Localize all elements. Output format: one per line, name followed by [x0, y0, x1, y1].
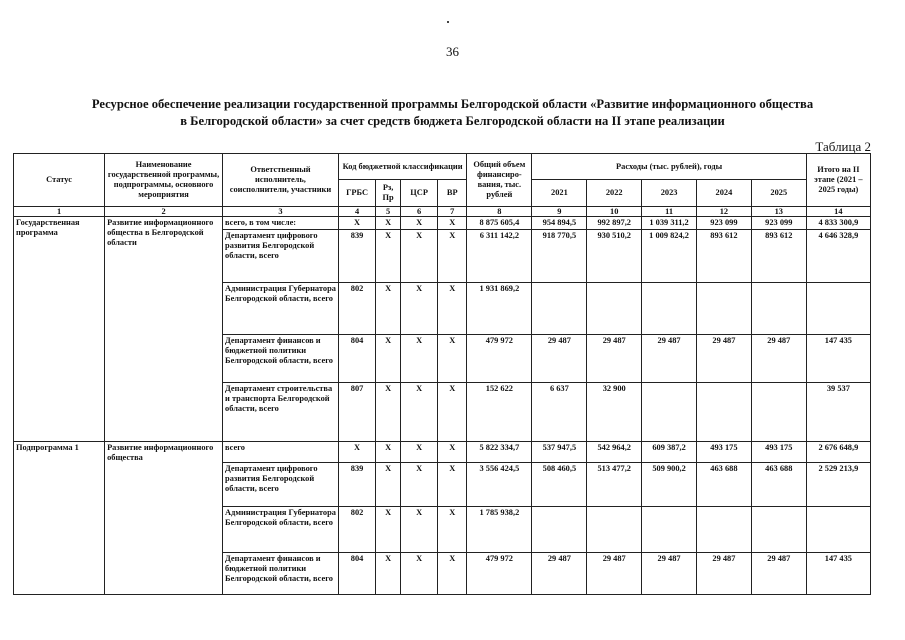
year-2023-cell: 1 009 824,2 — [642, 230, 697, 283]
year-2021-cell — [532, 507, 587, 553]
column-number: 5 — [376, 207, 401, 217]
title-line-2: в Белгородской области» за счет средств бюджета Белгородской области на II этапе реализации — [180, 114, 725, 128]
executor-cell: Департамент цифрового развития Белгородской области, всего — [223, 230, 339, 283]
vr-cell: Х — [438, 553, 467, 595]
csr-cell: Х — [401, 553, 438, 595]
total-cell: 1 931 869,2 — [467, 283, 532, 335]
csr-cell: Х — [401, 335, 438, 383]
header-executor: Ответственный исполнитель, соисполнители, участники — [223, 154, 339, 207]
table-row — [14, 442, 871, 463]
rzpr-cell: Х — [376, 442, 401, 463]
program-name-cell: Развитие информационного общества — [105, 442, 223, 595]
stage-total-cell: 147 435 — [806, 335, 870, 383]
year-2024-cell: 893 612 — [696, 230, 751, 283]
table-label: Таблица 2 — [815, 139, 871, 154]
stage-total-cell — [806, 283, 870, 335]
column-number: 14 — [806, 207, 870, 217]
header-year-2024: 2024 — [696, 180, 751, 207]
vr-cell: Х — [438, 463, 467, 507]
grbs-cell: 802 — [338, 507, 375, 553]
year-2025-cell: 29 487 — [751, 335, 806, 383]
total-cell: 479 972 — [467, 553, 532, 595]
csr-cell: Х — [401, 383, 438, 442]
year-2025-cell — [751, 507, 806, 553]
year-2022-cell: 29 487 — [587, 335, 642, 383]
column-number: 4 — [338, 207, 375, 217]
year-2025-cell — [751, 283, 806, 335]
resource-table — [13, 153, 871, 595]
executor-cell: Департамент финансов и бюджетной политики Белгородской области, всего — [223, 335, 339, 383]
column-number: 3 — [223, 207, 339, 217]
column-number: 9 — [532, 207, 587, 217]
column-number: 8 — [467, 207, 532, 217]
year-2022-cell: 513 477,2 — [587, 463, 642, 507]
year-2025-cell: 463 688 — [751, 463, 806, 507]
year-2022-cell — [587, 283, 642, 335]
year-2023-cell: 509 900,2 — [642, 463, 697, 507]
status-cell: Государственная программа — [14, 217, 105, 442]
header-stage-total: Итого на II этапе (2021 – 2025 годы) — [806, 154, 870, 207]
page-number: 36 — [446, 44, 459, 59]
header-name: Наименование государственной программы, подпрограммы, основного мероприятия — [105, 154, 223, 207]
year-2022-cell — [587, 507, 642, 553]
total-cell: 3 556 424,5 — [467, 463, 532, 507]
scan-dot — [447, 21, 449, 23]
csr-cell: Х — [401, 217, 438, 230]
year-2025-cell: 493 175 — [751, 442, 806, 463]
vr-cell: Х — [438, 283, 467, 335]
csr-cell: Х — [401, 442, 438, 463]
title-line-1: Ресурсное обеспечение реализации государственной программы Белгородской области «Развитие информационного общества — [91, 97, 814, 111]
year-2021-cell: 508 460,5 — [532, 463, 587, 507]
stage-total-cell: 2 676 648,9 — [806, 442, 870, 463]
executor-cell: Администрация Губернатора Белгородской области, всего — [223, 283, 339, 335]
rzpr-cell: Х — [376, 283, 401, 335]
stage-total-cell: 4 833 300,9 — [806, 217, 870, 230]
vr-cell: Х — [438, 230, 467, 283]
header-rzpr: Рз, Пр — [376, 180, 401, 207]
year-2021-cell — [532, 283, 587, 335]
year-2022-cell: 542 964,2 — [587, 442, 642, 463]
stage-total-cell: 39 537 — [806, 383, 870, 442]
vr-cell: Х — [438, 217, 467, 230]
year-2025-cell: 923 099 — [751, 217, 806, 230]
year-2023-cell: 29 487 — [642, 335, 697, 383]
total-cell: 1 785 938,2 — [467, 507, 532, 553]
grbs-cell: 802 — [338, 283, 375, 335]
executor-cell: всего — [223, 442, 339, 463]
vr-cell: Х — [438, 507, 467, 553]
column-number: 11 — [642, 207, 697, 217]
year-2021-cell: 6 637 — [532, 383, 587, 442]
year-2022-cell: 32 900 — [587, 383, 642, 442]
year-2024-cell: 493 175 — [696, 442, 751, 463]
rzpr-cell: Х — [376, 217, 401, 230]
csr-cell: Х — [401, 463, 438, 507]
grbs-cell: 804 — [338, 335, 375, 383]
rzpr-cell: Х — [376, 463, 401, 507]
stage-total-cell — [806, 507, 870, 553]
year-2023-cell: 609 387,2 — [642, 442, 697, 463]
rzpr-cell: Х — [376, 230, 401, 283]
header-vr: ВР — [438, 180, 467, 207]
column-number: 10 — [587, 207, 642, 217]
total-cell: 5 822 334,7 — [467, 442, 532, 463]
csr-cell: Х — [401, 507, 438, 553]
table-body — [14, 217, 871, 595]
year-2024-cell: 29 487 — [696, 335, 751, 383]
column-number: 13 — [751, 207, 806, 217]
column-number: 6 — [401, 207, 438, 217]
year-2022-cell: 992 897,2 — [587, 217, 642, 230]
header-grbs: ГРБС — [338, 180, 375, 207]
year-2022-cell: 930 510,2 — [587, 230, 642, 283]
grbs-cell: 839 — [338, 463, 375, 507]
year-2021-cell: 29 487 — [532, 553, 587, 595]
stage-total-cell: 147 435 — [806, 553, 870, 595]
rzpr-cell: Х — [376, 383, 401, 442]
year-2021-cell: 954 894,5 — [532, 217, 587, 230]
total-cell: 8 875 605,4 — [467, 217, 532, 230]
rzpr-cell: Х — [376, 335, 401, 383]
status-cell: Подпрограмма 1 — [14, 442, 105, 595]
header-csr: ЦСР — [401, 180, 438, 207]
year-2025-cell: 29 487 — [751, 553, 806, 595]
year-2024-cell — [696, 507, 751, 553]
table-row — [14, 217, 871, 230]
year-2021-cell: 29 487 — [532, 335, 587, 383]
rzpr-cell: Х — [376, 553, 401, 595]
total-cell: 479 972 — [467, 335, 532, 383]
executor-cell: Департамент цифрового развития Белгородской области, всего — [223, 463, 339, 507]
header-year-2025: 2025 — [751, 180, 806, 207]
column-number: 7 — [438, 207, 467, 217]
vr-cell: Х — [438, 335, 467, 383]
header-status: Статус — [14, 154, 105, 207]
column-number: 2 — [105, 207, 223, 217]
grbs-cell: 839 — [338, 230, 375, 283]
executor-cell: Департамент финансов и бюджетной политики Белгородской области, всего — [223, 553, 339, 595]
year-2023-cell — [642, 383, 697, 442]
column-number: 12 — [696, 207, 751, 217]
stage-total-cell: 2 529 213,9 — [806, 463, 870, 507]
year-2023-cell: 29 487 — [642, 553, 697, 595]
column-number-row — [14, 207, 871, 217]
program-name-cell: Развитие информационного общества в Белгородской области — [105, 217, 223, 442]
csr-cell: Х — [401, 230, 438, 283]
executor-cell: Департамент строительства и транспорта Белгородской области, всего — [223, 383, 339, 442]
year-2025-cell: 893 612 — [751, 230, 806, 283]
executor-cell: всего, в том числе: — [223, 217, 339, 230]
header-expenses: Расходы (тыс. рублей), годы — [532, 154, 806, 180]
grbs-cell: 807 — [338, 383, 375, 442]
year-2025-cell — [751, 383, 806, 442]
year-2024-cell: 923 099 — [696, 217, 751, 230]
header-year-2023: 2023 — [642, 180, 697, 207]
vr-cell: Х — [438, 383, 467, 442]
header-budget-code: Код бюджетной классификации — [338, 154, 466, 180]
document-title — [20, 96, 885, 130]
year-2024-cell — [696, 383, 751, 442]
grbs-cell: Х — [338, 217, 375, 230]
header-year-2021: 2021 — [532, 180, 587, 207]
year-2021-cell: 918 770,5 — [532, 230, 587, 283]
csr-cell: Х — [401, 283, 438, 335]
year-2024-cell: 463 688 — [696, 463, 751, 507]
total-cell: 152 622 — [467, 383, 532, 442]
total-cell: 6 311 142,2 — [467, 230, 532, 283]
year-2023-cell — [642, 283, 697, 335]
rzpr-cell: Х — [376, 507, 401, 553]
executor-cell: Администрация Губернатора Белгородской области, всего — [223, 507, 339, 553]
year-2024-cell: 29 487 — [696, 553, 751, 595]
grbs-cell: Х — [338, 442, 375, 463]
vr-cell: Х — [438, 442, 467, 463]
year-2023-cell: 1 039 311,2 — [642, 217, 697, 230]
year-2023-cell — [642, 507, 697, 553]
column-number: 1 — [14, 207, 105, 217]
year-2022-cell: 29 487 — [587, 553, 642, 595]
header-year-2022: 2022 — [587, 180, 642, 207]
year-2021-cell: 537 947,5 — [532, 442, 587, 463]
header-total: Общий объем финансиро-вания, тыс. рублей — [467, 154, 532, 207]
grbs-cell: 804 — [338, 553, 375, 595]
stage-total-cell: 4 646 328,9 — [806, 230, 870, 283]
year-2024-cell — [696, 283, 751, 335]
